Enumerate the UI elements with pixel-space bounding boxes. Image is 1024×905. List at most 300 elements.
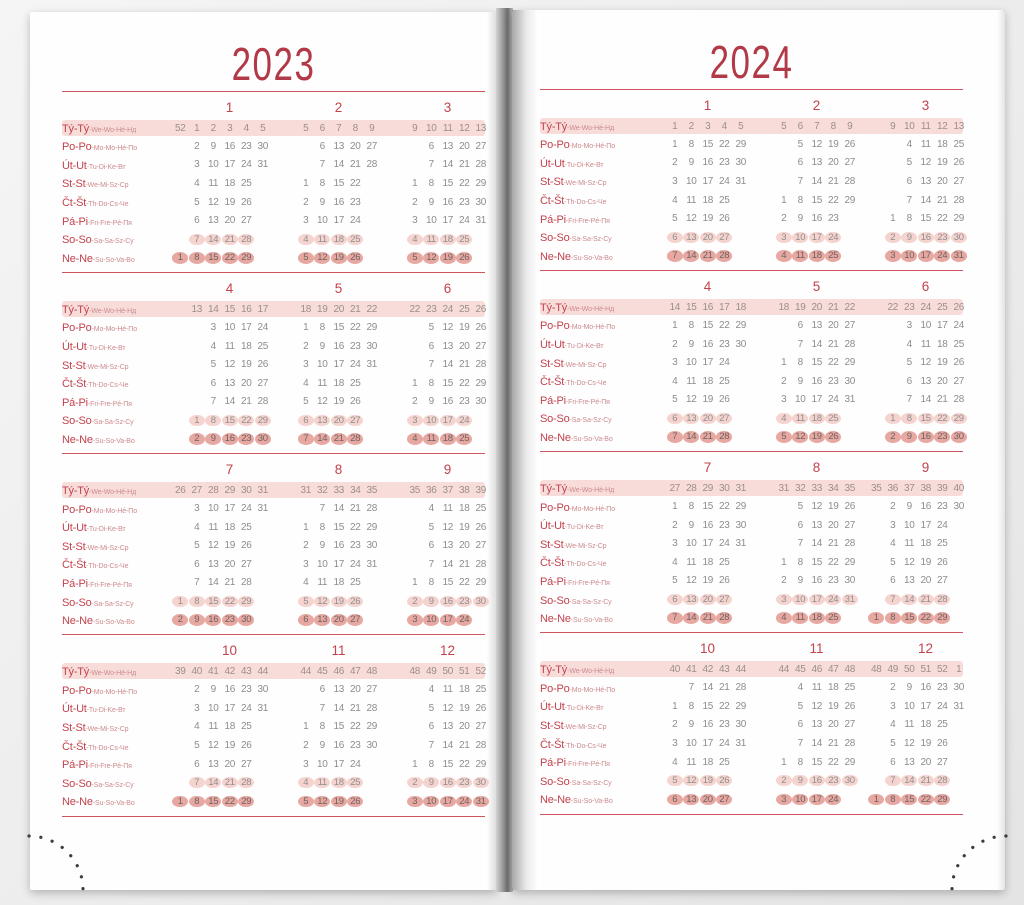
month-block-cells	[868, 195, 967, 206]
week-number-cell: 49	[887, 663, 899, 675]
month-block-cells	[868, 157, 967, 168]
week-number-cell: 30	[718, 482, 730, 494]
sunday-cell	[868, 612, 885, 624]
week-number-cell: 52	[936, 663, 948, 675]
saturday-cell	[759, 775, 776, 787]
month-block-cells	[650, 664, 749, 675]
day-cell: 25	[718, 756, 730, 768]
day-row-label	[62, 300, 172, 318]
sunday-highlight: 10	[792, 794, 808, 806]
month-block-cells	[868, 520, 967, 531]
day-cell: 22	[349, 521, 361, 533]
day-cell: 18	[333, 377, 345, 389]
week-number-cell: 31	[300, 484, 312, 496]
sunday-highlight: 7	[667, 431, 683, 443]
day-cell	[650, 738, 667, 749]
day-label-main: Tý-Tý	[540, 664, 568, 677]
day-cell	[759, 738, 776, 749]
day-cell	[407, 359, 424, 370]
day-cell: 11	[904, 538, 915, 550]
sunday-highlight: 12	[314, 796, 330, 808]
day-label-main: So-So	[62, 415, 92, 428]
month-block-cells	[868, 794, 967, 806]
day-cell: 1	[412, 377, 418, 389]
day-label-translations: -Su-So-Va-Во	[92, 438, 135, 446]
day-cell: 18	[827, 682, 839, 694]
day-label-translations: -Mo-Mo-Hé-По	[569, 143, 616, 151]
month-blocks	[650, 775, 967, 787]
day-label-translations: -Th-Do-Cs-Че	[564, 199, 607, 207]
sunday-highlight: 12	[792, 431, 808, 443]
day-cell: 14	[811, 175, 823, 187]
sunday-cell	[423, 252, 440, 264]
day-cell: 23	[936, 682, 948, 694]
day-cell	[407, 522, 424, 533]
week-number-cell: 41	[685, 663, 697, 675]
day-cell	[281, 159, 298, 170]
month-block-cells	[759, 501, 858, 512]
month-block-cells	[650, 594, 749, 606]
day-cell	[255, 522, 272, 533]
sunday-highlight: 15	[901, 794, 917, 806]
section-divider-rule	[540, 270, 963, 271]
day-cell: 19	[224, 740, 236, 752]
day-cell: 29	[735, 501, 747, 513]
day-cell	[759, 520, 776, 531]
month-block-cells	[650, 176, 749, 187]
week-number-cell: 23	[425, 303, 437, 315]
day-cell: 20	[936, 375, 948, 387]
day-row-label	[540, 679, 650, 697]
day-cell	[255, 721, 272, 732]
saturday-cell	[407, 415, 424, 427]
saturday-highlight: 8	[205, 415, 221, 427]
day-cell: 6	[319, 684, 325, 696]
month-block-cells	[281, 485, 380, 496]
week-number-row	[62, 663, 485, 679]
week-number-cell: 5	[260, 122, 266, 134]
day-cell: 30	[953, 682, 965, 694]
day-cell: 24	[240, 159, 252, 171]
day-cell: 19	[702, 213, 714, 225]
saturday-highlight: 4	[776, 413, 792, 425]
day-cell: 15	[442, 377, 454, 389]
day-cell: 30	[475, 396, 487, 408]
day-label-main: Ne-Ne	[540, 432, 571, 445]
sunday-highlight: 25	[825, 250, 841, 262]
day-cell: 21	[458, 359, 470, 371]
saturday-highlight: 16	[809, 775, 825, 787]
month-block-cells	[759, 483, 858, 494]
sunday-highlight: 9	[205, 433, 221, 445]
day-cell: 10	[903, 700, 915, 712]
day-label-translations: -Fri-Fre-Pé-Пя	[565, 398, 610, 406]
day-cell: 16	[702, 519, 714, 531]
day-cell: 13	[811, 157, 823, 169]
saturday-highlight: 6	[667, 232, 683, 244]
sunday-cell	[776, 431, 793, 443]
day-cell: 29	[735, 138, 747, 150]
sunday-cell	[364, 796, 381, 808]
day-label-translations: -Sa-Sa-Sz-Су	[569, 598, 612, 606]
day-label-translations: -We-Mi-Sz-Ср	[563, 723, 607, 731]
day-cell: 7	[797, 175, 803, 187]
day-cell: 2	[303, 740, 309, 752]
day-cell: 5	[797, 138, 803, 150]
day-cell: 13	[333, 140, 345, 152]
saturday-cell	[792, 775, 809, 787]
sunday-cell	[934, 250, 951, 262]
day-cell	[733, 213, 750, 224]
day-cell: 14	[920, 394, 932, 406]
day-cell: 2	[672, 338, 678, 350]
month-block-cells	[650, 719, 749, 730]
day-cell: 19	[224, 540, 236, 552]
day-cell: 1	[672, 501, 678, 513]
day-cell: 14	[207, 577, 219, 589]
day-cell	[951, 719, 968, 730]
sunday-cell	[792, 612, 809, 624]
sunday-cell	[868, 794, 885, 806]
sunday-cell	[683, 612, 700, 624]
day-label-main: Út-Ut	[62, 159, 87, 172]
day-cell	[951, 538, 968, 549]
sunday-cell	[347, 614, 364, 626]
saturday-cell	[473, 777, 490, 789]
month-block-cells	[759, 701, 858, 712]
month-block-cells	[868, 594, 967, 606]
week-number-cell: 26	[953, 301, 965, 313]
weekday-row	[540, 409, 963, 428]
month-block-cells	[868, 557, 967, 568]
month-block-cells	[868, 139, 967, 150]
day-cell: 16	[333, 196, 345, 208]
day-cell	[189, 341, 206, 352]
week-number-cell: 52	[174, 122, 186, 134]
day-cell	[759, 757, 776, 768]
day-cell: 18	[240, 340, 252, 352]
day-label-translations: -Th-Do-Cs-Че	[564, 380, 607, 388]
sunday-cell	[390, 252, 407, 264]
day-cell: 24	[718, 357, 730, 369]
day-cell	[255, 740, 272, 751]
day-row-label	[62, 230, 172, 248]
saturday-highlight: 13	[683, 413, 699, 425]
day-cell: 1	[781, 357, 787, 369]
sunday-cell	[456, 433, 473, 445]
saturday-highlight: 23	[934, 232, 950, 244]
saturday-cell	[423, 777, 440, 789]
day-row-label	[62, 137, 172, 155]
day-cell: 13	[442, 721, 454, 733]
saturday-cell	[298, 415, 315, 427]
day-cell	[281, 559, 298, 570]
day-cell: 12	[920, 357, 932, 369]
day-cell: 4	[906, 338, 912, 350]
sunday-cell	[172, 614, 189, 626]
sunday-highlight: 18	[809, 612, 825, 624]
day-cell: 15	[333, 321, 345, 333]
day-cell: 23	[827, 213, 839, 225]
day-cell: 28	[366, 503, 378, 515]
month-block-cells	[759, 557, 858, 568]
month-block-cells	[759, 232, 858, 244]
day-cell	[281, 396, 298, 407]
month-number-row	[62, 458, 485, 481]
saturday-cell	[733, 413, 750, 425]
saturday-cell	[440, 777, 457, 789]
sunday-cell	[759, 612, 776, 624]
week-number-cell	[650, 121, 667, 132]
week-number-cell: 34	[349, 484, 361, 496]
day-cell: 19	[936, 357, 948, 369]
week-number-cell: 43	[240, 665, 252, 677]
day-cell	[298, 141, 315, 152]
day-cell: 10	[794, 394, 806, 406]
week-number-cell: 13	[475, 122, 487, 134]
saturday-cell	[809, 775, 826, 787]
day-cell: 24	[718, 738, 730, 750]
sunday-cell	[776, 612, 793, 624]
saturday-cell	[809, 594, 826, 606]
day-cell: 26	[718, 575, 730, 587]
book-spine	[496, 8, 513, 892]
month-block-cells	[390, 215, 489, 226]
day-row-label	[540, 247, 650, 265]
day-label-main: St-St	[540, 538, 564, 551]
saturday-cell	[390, 234, 407, 246]
saturday-cell	[667, 232, 684, 244]
saturday-cell	[407, 596, 424, 608]
saturday-highlight: 13	[683, 232, 699, 244]
day-cell	[759, 575, 776, 586]
month-blocks	[650, 302, 967, 313]
day-cell: 21	[827, 738, 839, 750]
sunday-cell	[238, 433, 255, 445]
saturday-highlight: 27	[716, 594, 732, 606]
day-cell: 16	[224, 140, 236, 152]
sunday-cell	[331, 252, 348, 264]
day-cell	[885, 320, 902, 331]
week-number-cell: 9	[847, 120, 853, 132]
sunday-highlight: 13	[314, 614, 330, 626]
month-block-cells	[650, 394, 749, 405]
sunday-cell	[918, 250, 935, 262]
saturday-highlight: 23	[456, 596, 472, 608]
month-block-cells	[172, 577, 271, 588]
day-label-translations: -Sa-Sa-Sz-Су	[91, 238, 134, 246]
sunday-highlight: 30	[951, 431, 967, 443]
day-cell: 24	[240, 503, 252, 515]
sunday-highlight: 11	[423, 433, 439, 445]
sunday-cell	[205, 796, 222, 808]
saturday-highlight: 2	[407, 596, 423, 608]
day-cell: 30	[366, 740, 378, 752]
day-cell: 30	[844, 375, 856, 387]
month-block-cells	[390, 141, 489, 152]
weekday-row	[62, 337, 485, 356]
month-block-cells	[868, 501, 967, 512]
day-cell: 9	[797, 213, 803, 225]
day-cell: 20	[349, 684, 361, 696]
section-divider-rule	[62, 453, 485, 454]
saturday-cell	[364, 596, 381, 608]
sunday-highlight: 24	[825, 794, 841, 806]
day-cell: 25	[349, 577, 361, 589]
quarter-section	[62, 96, 485, 273]
saturday-cell	[733, 232, 750, 244]
day-label-main: Pá-Pi	[62, 759, 88, 772]
month-block-cells	[759, 538, 858, 549]
month-blocks	[172, 252, 489, 264]
saturday-cell	[667, 413, 684, 425]
day-cell	[759, 339, 776, 350]
day-label-translations: -Sa-Sa-Sz-Су	[91, 781, 134, 789]
day-row-label	[540, 191, 650, 209]
day-cell: 21	[936, 194, 948, 206]
month-block-cells	[868, 612, 967, 624]
day-cell: 19	[920, 556, 932, 568]
day-cell: 25	[844, 682, 856, 694]
day-cell	[868, 176, 885, 187]
day-cell: 30	[735, 719, 747, 731]
saturday-highlight: 14	[205, 234, 221, 246]
day-row-label	[62, 119, 172, 137]
day-cell	[189, 378, 206, 389]
saturday-highlight: 21	[918, 775, 934, 787]
month-block-cells	[281, 252, 380, 264]
day-cell	[868, 557, 885, 568]
day-cell: 12	[224, 359, 236, 371]
day-cell	[390, 503, 407, 514]
saturday-cell	[792, 413, 809, 425]
day-cell: 19	[702, 394, 714, 406]
day-cell: 26	[475, 321, 487, 333]
month-number: 4	[703, 279, 712, 295]
weekday-row	[62, 156, 485, 175]
sunday-cell	[314, 252, 331, 264]
day-label-main: St-St	[540, 357, 564, 370]
saturday-cell	[407, 234, 424, 246]
day-cell: 28	[844, 738, 856, 750]
month-block-cells	[281, 123, 380, 134]
sunday-cell	[700, 431, 717, 443]
day-cell: 31	[475, 215, 487, 227]
day-cell: 30	[735, 519, 747, 531]
sunday-cell	[683, 250, 700, 262]
saturday-cell	[347, 234, 364, 246]
day-row-label	[62, 393, 172, 411]
month-blocks	[650, 682, 967, 693]
day-cell: 9	[906, 682, 912, 694]
weekday-row	[540, 372, 963, 391]
saturday-cell	[776, 413, 793, 425]
day-cell	[868, 213, 885, 224]
week-number-cell: 43	[718, 663, 730, 675]
week-number-cell	[759, 664, 776, 675]
day-cell: 2	[303, 340, 309, 352]
day-cell: 20	[827, 157, 839, 169]
day-cell: 20	[827, 719, 839, 731]
week-number-cell: 40	[669, 663, 681, 675]
day-cell: 9	[797, 575, 803, 587]
sunday-highlight: 22	[222, 252, 238, 264]
saturday-highlight: 28	[238, 777, 254, 789]
sunday-cell	[667, 250, 684, 262]
day-cell	[364, 215, 381, 226]
day-cell: 18	[333, 577, 345, 589]
saturday-highlight: 10	[423, 415, 439, 427]
month-block-cells	[172, 234, 271, 246]
sunday-highlight: 29	[934, 794, 950, 806]
week-number-cell: 25	[936, 301, 948, 313]
day-label-main: Po-Po	[540, 320, 570, 333]
month-block-cells	[868, 320, 967, 331]
month-block-cells	[650, 339, 749, 350]
day-cell	[759, 213, 776, 224]
day-cell	[364, 378, 381, 389]
day-cell	[951, 757, 968, 768]
day-cell: 15	[333, 721, 345, 733]
weekday-row	[62, 499, 485, 518]
day-cell: 23	[827, 575, 839, 587]
day-cell: 17	[442, 215, 454, 227]
week-number-cell	[390, 485, 407, 496]
saturday-cell	[331, 777, 348, 789]
weekday-row	[540, 228, 963, 247]
sunday-cell	[716, 612, 733, 624]
day-cell: 3	[890, 700, 896, 712]
day-cell: 4	[194, 521, 200, 533]
day-cell: 3	[412, 215, 418, 227]
day-label-main: St-St	[62, 178, 86, 191]
sunday-highlight: 26	[347, 252, 363, 264]
day-cell: 19	[240, 359, 252, 371]
day-cell: 8	[319, 721, 325, 733]
day-cell	[733, 376, 750, 387]
month-block-cells	[281, 215, 380, 226]
saturday-highlight: 29	[255, 415, 271, 427]
day-cell: 29	[366, 721, 378, 733]
weekday-row	[540, 734, 963, 753]
day-cell	[776, 538, 793, 549]
month-block-cells	[390, 197, 489, 208]
saturday-cell	[456, 777, 473, 789]
day-cell: 24	[936, 700, 948, 712]
day-cell	[390, 341, 407, 352]
day-cell: 18	[702, 375, 714, 387]
month-block-cells	[281, 759, 380, 770]
day-cell: 19	[458, 702, 470, 714]
sunday-cell	[901, 250, 918, 262]
day-label-main: Pá-Pi	[540, 757, 566, 770]
day-cell: 29	[844, 357, 856, 369]
week-number-cell: 18	[735, 301, 747, 313]
quarter-section	[540, 275, 963, 452]
week-number-cell: 22	[887, 301, 899, 313]
weekday-row	[62, 537, 485, 556]
month-block-cells	[390, 614, 489, 626]
week-number-cell: 48	[409, 665, 421, 677]
day-cell: 8	[797, 556, 803, 568]
day-cell	[390, 197, 407, 208]
day-cell: 18	[702, 556, 714, 568]
saturday-highlight: 7	[885, 775, 901, 787]
day-label-main: Ne-Ne	[62, 796, 93, 809]
day-cell	[390, 178, 407, 189]
day-label-translations: -Tu-Di-Ke-Вт	[564, 705, 604, 713]
week-number-cell: 42	[224, 665, 236, 677]
